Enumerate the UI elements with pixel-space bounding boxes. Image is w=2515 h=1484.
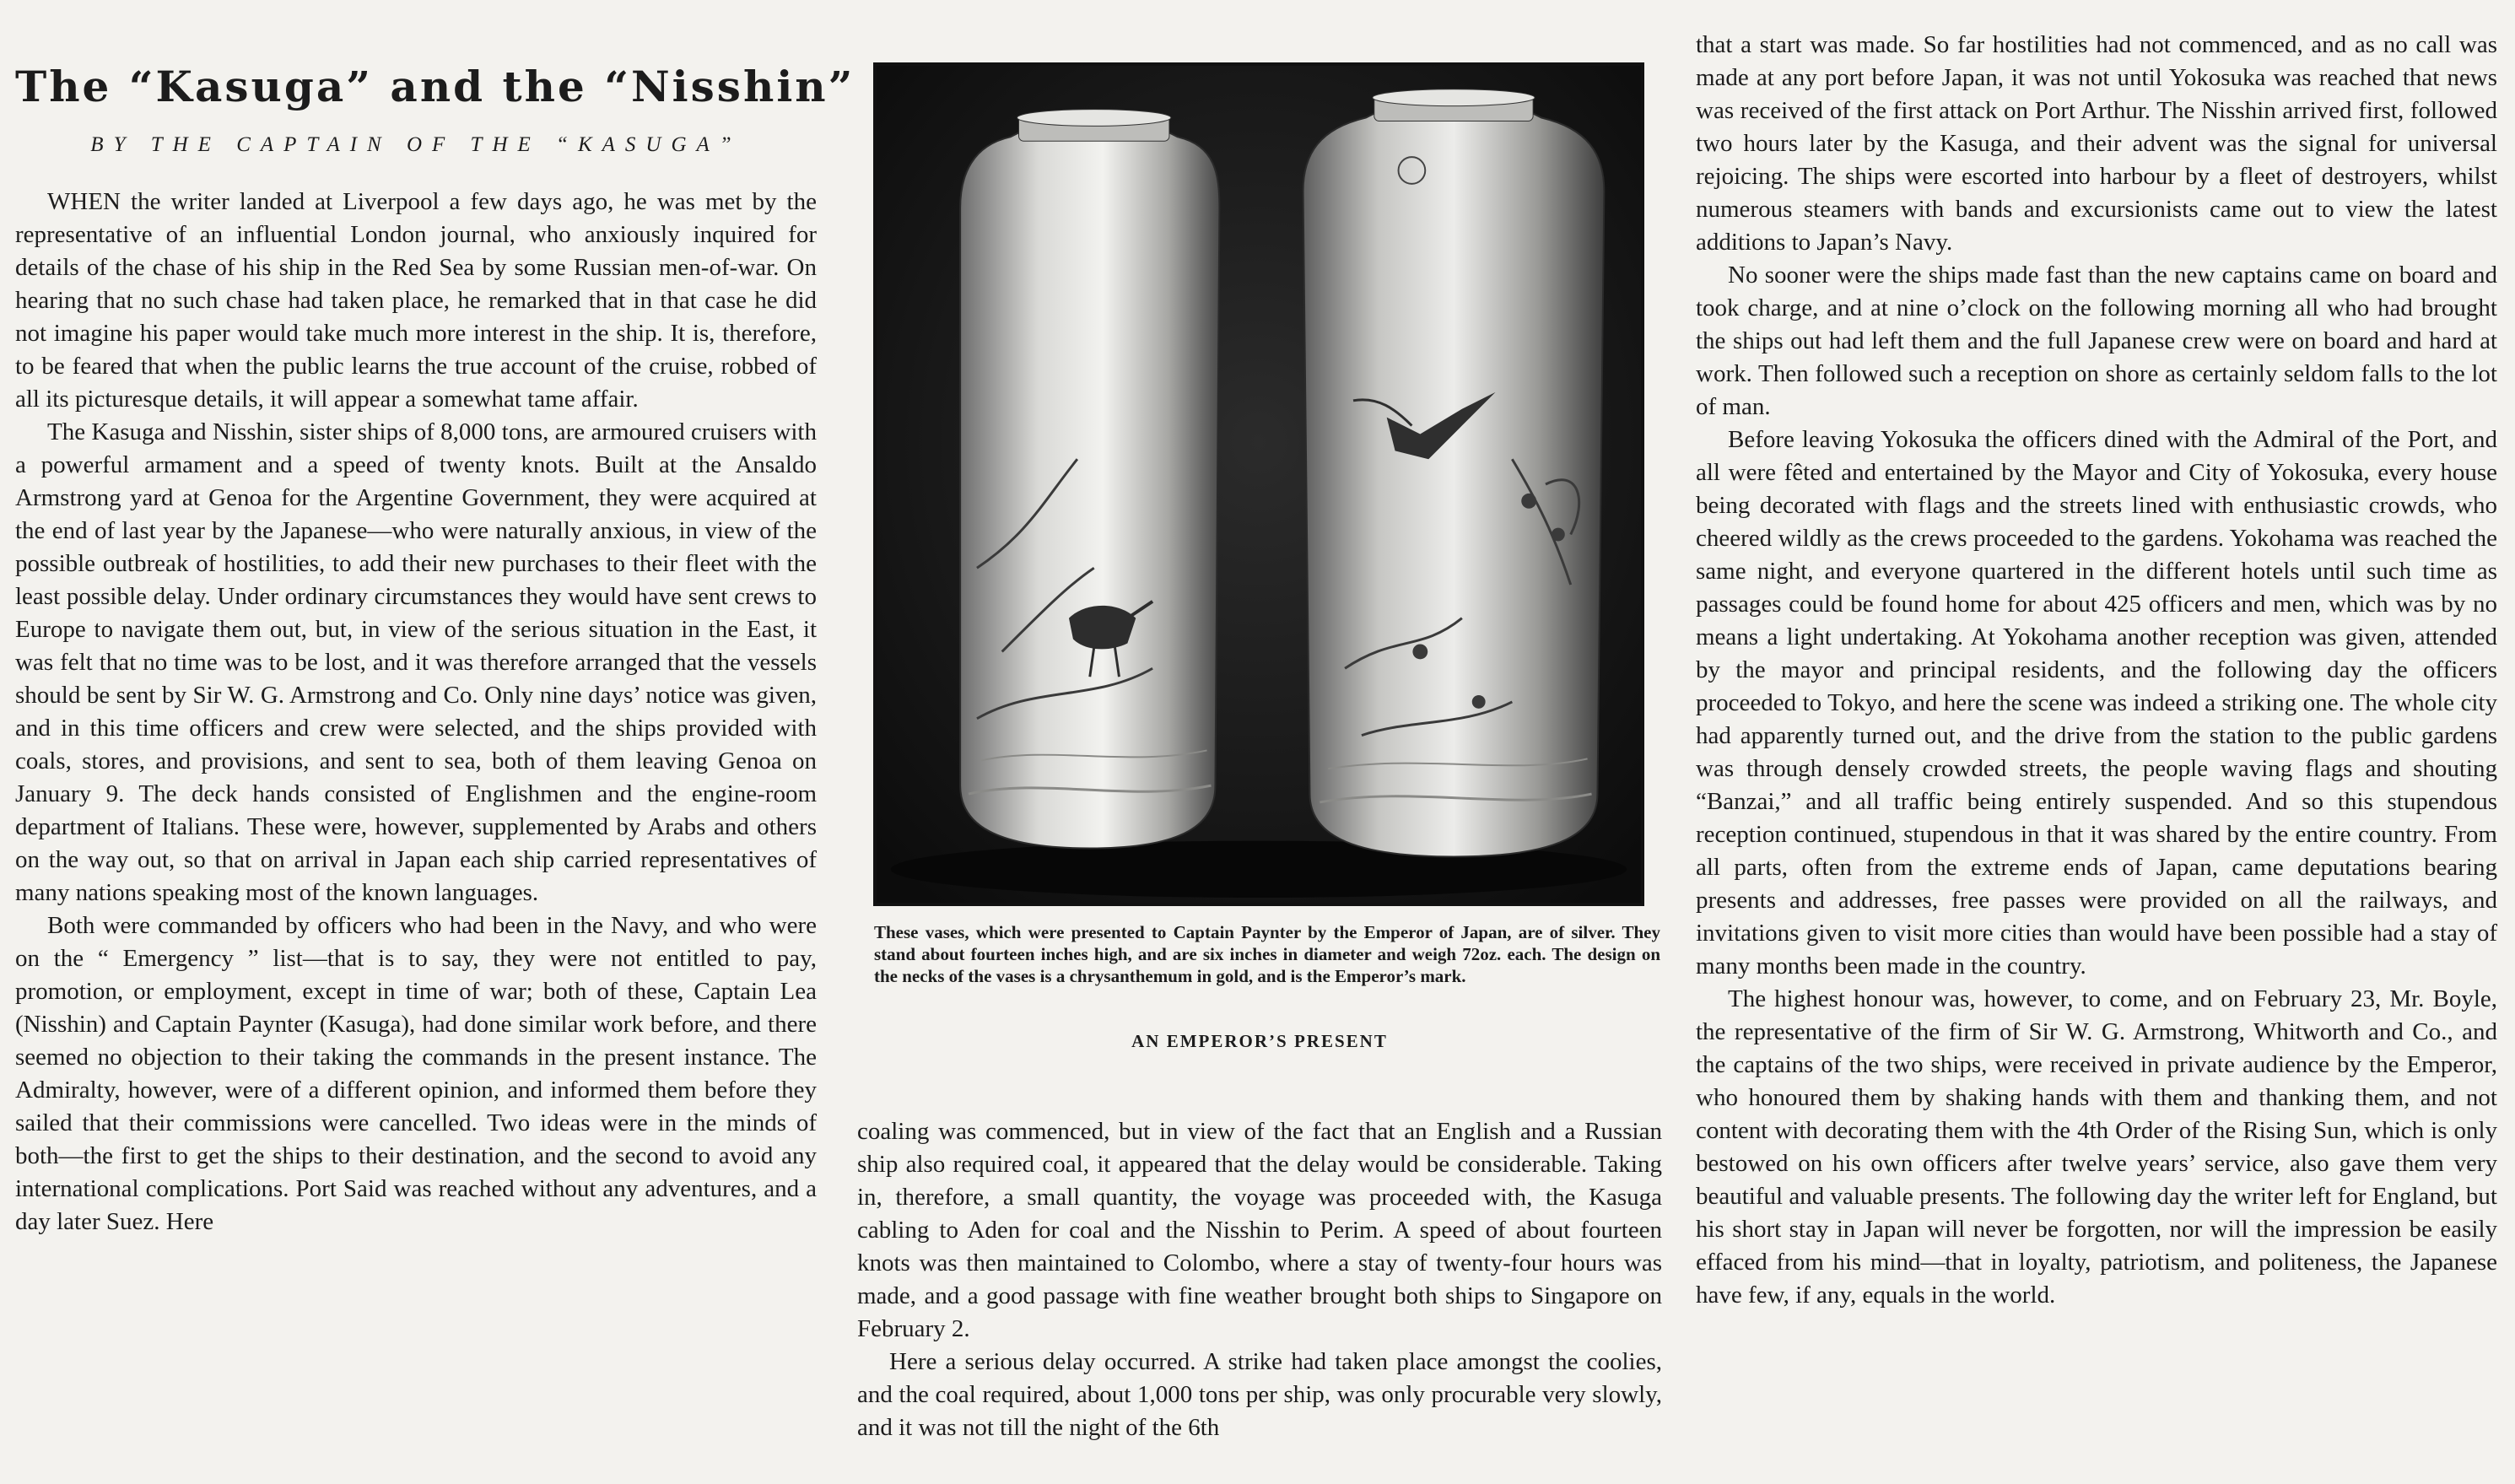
- left-column: [15, 59, 855, 1238]
- right-paragraph-4: The highest honour was, however, to come, and on February 23, Mr. Boyle, the representative of the firm of Sir W. G. Armstrong, Whitworth and Co., and the captains of the two ships, were received in private audience by the Emperor, who honoured them by shaking hands with them and thanking them, and not content with decorating them with the 4th Order of the Rising Sun, which is only bestowed on his own officers after twelve years’ service, also gave them very beautiful and valuable presents. The following day the writer left for England, but his short stay in Japan will never be forgotten, nor will the impression be easily effaced from his mind—that in loyalty, patriotism, and politeness, the Japanese have few, if any, equals in the world.: [1696, 985, 2497, 1309]
- right-paragraph-1: that a start was made. So far hostilities had not commenced, and as no call was made at any port before Japan, it was not until Yokosuka was reached that news was received of the first attack on Port Arthur. The Nisshin arrived first, followed two hours later by the Kasuga, and their advent was the signal for universal rejoicing. The ships were escorted into harbour by a fleet of destroyers, whilst numerous steamers with bands and excursionists came out to view the latest additions to Japan’s Navy.: [1696, 31, 2497, 256]
- left-paragraph-1: WHEN the writer landed at Liverpool a few days ago, he was met by the representative of an influential London journal, who anxiously inquired for details of the chase of his ship in the Red Sea by some Russian men-of-war. On hearing that no such chase had taken place, he remarked that in that case he did not imagine his paper would take much more interest in the ship. It is, therefore, to be feared that when the public learns the true account of the cruise, robbed of all its picturesque details, it will appear a somewhat tame affair.: [15, 188, 817, 413]
- middle-paragraph-1: coaling was commenced, but in view of the fact that an English and a Russian ship also required coal, it appeared that the delay would be considerable. Taking in, therefore, a small quantity, the voyage was proceeded with, the Kasuga cabling to Aden for coal and the Nisshin to Perim. A speed of about fourteen knots was then maintained to Colombo, where a stay of twenty-four hours was made, and a good passage with fine weather brought both ships to Singapore on February 2.: [857, 1118, 1662, 1342]
- vases-illustration: [877, 66, 1641, 903]
- middle-text-block: [857, 1115, 1662, 1444]
- right-column: [1696, 29, 2497, 1312]
- left-paragraph-3: Both were commanded by officers who had been in the Navy, and who were on the “ Emergency ” list—that is to say, they were not entitled to pay, promotion, or employment, except in time of war; both of these, Captain Lea (Nisshin) and Captain Paynter (Kasuga), had done similar work before, and there seemed no objection to their taking the commands in the present instance. The Admiralty, however, were of a different opinion, and informed them before they sailed that their commissions were cancelled. Two ideas were in the minds of both—the first to get the ships to their destination, and the second to avoid any international complications. Port Said was reached without any adventures, and a day later Suez. Here: [15, 912, 817, 1235]
- right-vase: [1303, 89, 1605, 857]
- photo-caption-title: AN EMPEROR’S PRESENT: [1131, 1031, 1388, 1051]
- middle-column: [857, 56, 1662, 1484]
- vases-photograph: [873, 62, 1644, 906]
- left-paragraph-2: The Kasuga and Nisshin, sister ships of 8,000 tons, are armoured cruisers with a powerful armament and a speed of twenty knots. Built at the Ansaldo Armstrong yard at Genoa for the Argentine Government, they were acquired at the end of last year by the Japanese—who were naturally anxious, in view of the possible outbreak of hostilities, to add their new purchases to their fleet with the least possible delay. Under ordinary circumstances they would have sent crews to Europe to navigate them out, but, in view of the serious situation in the East, it was felt that no time was to be lost, and it was therefore arranged that the vessels should be sent by Sir W. G. Armstrong and Co. Only nine days’ notice was given, and in this time officers and crew were selected, and the ships provided with coals, stores, and provisions, and sent to sea, both of them leaving Genoa on January 9. The deck hands consisted of Englishmen and the engine-room department of Italians. These were, however, supplemented by Arabs and others on the way out, so that on arrival in Japan each ship carried representatives of many nations speaking most of the known languages.: [15, 418, 817, 906]
- right-paragraph-2: No sooner were the ships made fast than the new captains came on board and took charge, and at nine o’clock on the following morning all who had brought the ships out had left them and the full Japanese crew were on board and hard at work. Then followed such a reception on shore as certainly seldom falls to the lot of man.: [1696, 262, 2497, 420]
- right-paragraph-3: Before leaving Yokosuka the officers dined with the Admiral of the Port, and all were fêted and entertained by the Mayor and City of Yokosuka, every house being decorated with flags and the streets lined with enthusiastic crowds, who cheered wildly as the crews proceeded to the gardens. Yokohama was reached the same night, and everyone quartered in the different hotels until such time as passages could be found home for about 425 officers and men, which was by no means a light undertaking. At Yokohama another reception was given, attended by the mayor and principal residents, and the following day the officers proceeded to Tokyo, and here the scene was indeed a striking one. The whole city had apparently turned out, and the drive from the station to the public gardens was through densely crowded streets, the people waving flags and shouting “Banzai,” and all traffic being entirely suspended. And so this stupendous reception continued, stupendous in that it was shared by the entire country. From all parts, often from the extreme ends of Japan, came deputations bearing presents and addresses, free passes were provided on all the railways, and invitations given to visit more cities than would have been possible had a stay of many months been made in the country.: [1696, 426, 2497, 979]
- middle-paragraph-2: Here a serious delay occurred. A strike had taken place amongst the coolies, and the coal required, about 1,000 tons per ship, was only procurable very slowly, and it was not till the night of the 6th: [857, 1348, 1662, 1441]
- left-vase: [960, 110, 1219, 849]
- photo-caption: These vases, which were presented to Captain Paynter by the Emperor of Japan, are of silver. They stand about fourteen inches high, and are six inches in diameter and weigh 72oz. each. The design on the necks of the vases is a chrysanthemum in gold, and is the Emperor’s mark.: [874, 922, 1660, 986]
- article-byline: BY THE CAPTAIN OF THE “KASUGA”: [90, 133, 742, 156]
- article-title: The “Kasuga” and the “Nisshin”: [15, 62, 855, 111]
